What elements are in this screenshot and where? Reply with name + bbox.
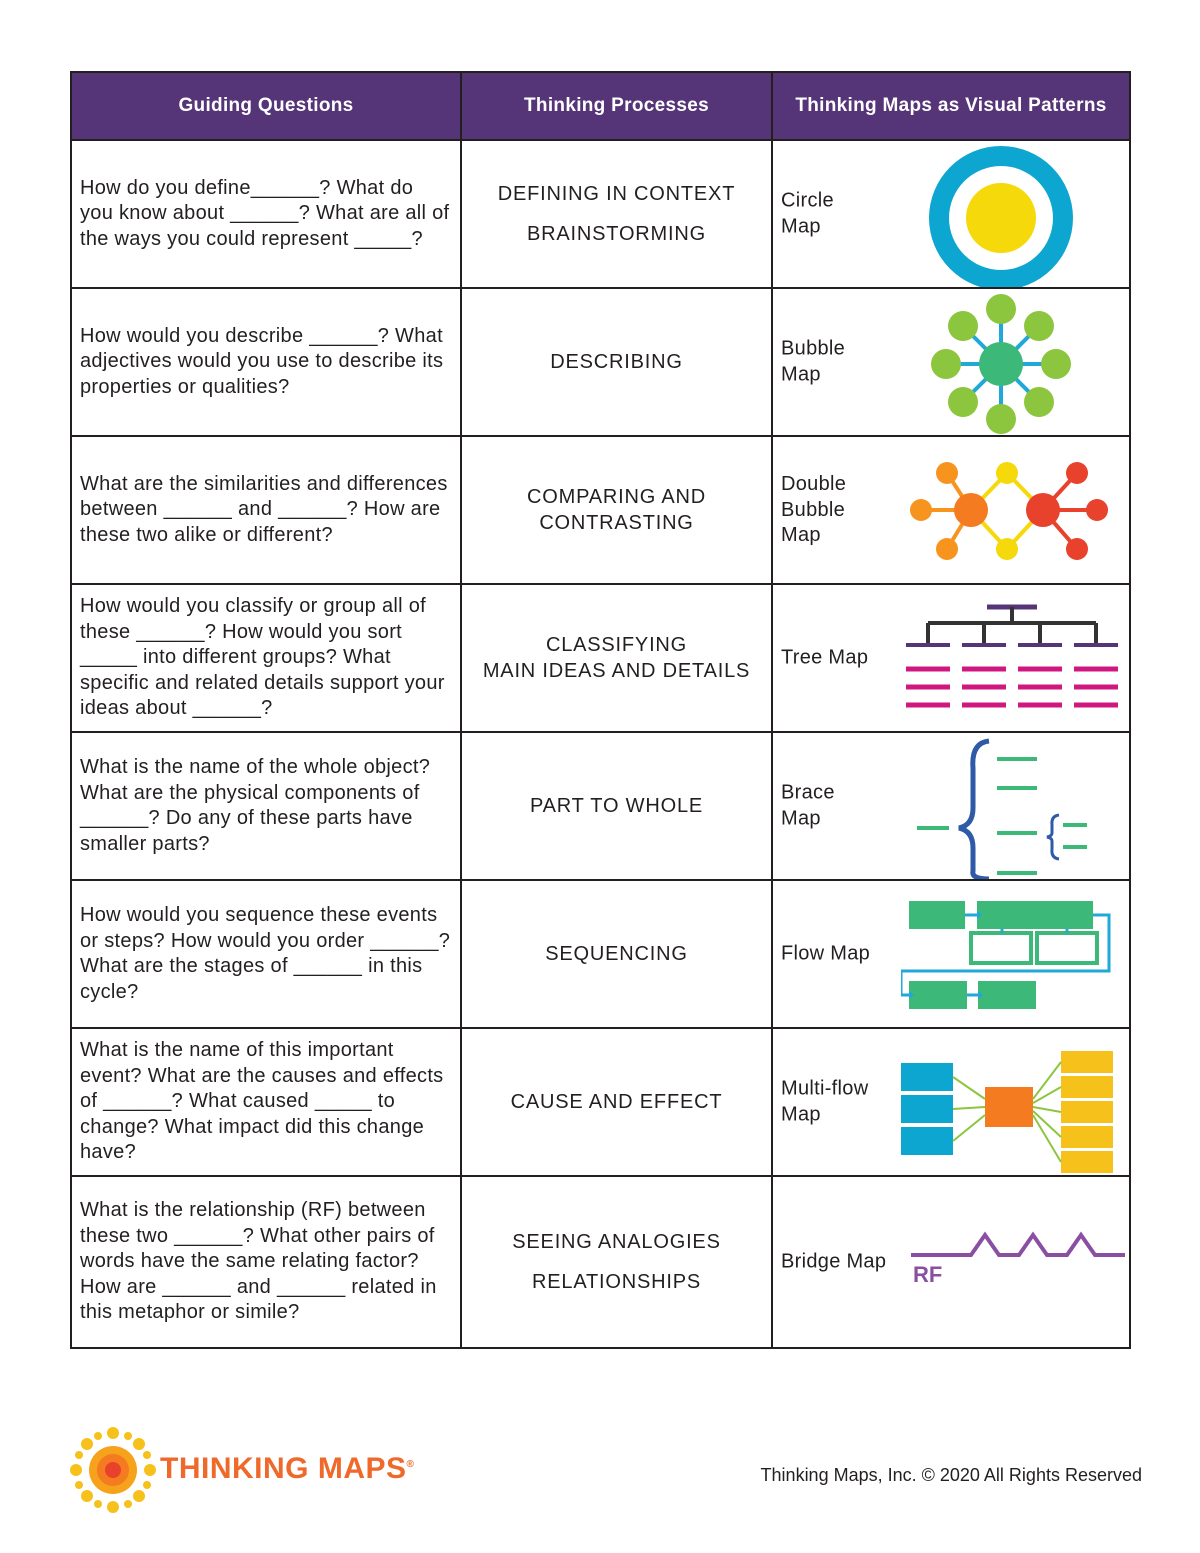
table-header-row (71, 72, 1130, 140)
process-line: MAIN IDEAS AND DETAILS (482, 660, 751, 682)
trademark-mark: ® (406, 1459, 415, 1470)
thinking-process (461, 288, 772, 436)
thinking-process (461, 880, 772, 1028)
thinking-maps-logo-icon (68, 1425, 158, 1515)
process-line: PART TO WHOLE (529, 795, 704, 817)
map-name: Brace Map (781, 781, 835, 829)
process-line: SEEING ANALOGIES (512, 1231, 721, 1253)
thinking-process (461, 1028, 772, 1176)
copyright-text: Thinking Maps, Inc. © 2020 All Rights Reserved (760, 1465, 1142, 1485)
map-cell (772, 732, 1130, 880)
map-cell (772, 1176, 1130, 1348)
bridge-map-rf-label: RF (913, 1262, 943, 1287)
double-bubble-map-icon (901, 437, 1121, 583)
bridge-map-icon (911, 1177, 1127, 1347)
table-row (71, 140, 1130, 288)
map-cell (772, 880, 1130, 1028)
process-line: CAUSE AND EFFECT (510, 1091, 723, 1113)
header-thinking-maps: Thinking Maps as Visual Patterns (772, 72, 1130, 140)
thinking-process (461, 140, 772, 288)
process-line: RELATIONSHIPS (532, 1271, 701, 1293)
table-row (71, 1176, 1130, 1348)
map-cell (772, 584, 1130, 732)
map-name: Tree Map (781, 646, 869, 669)
map-name: Bubble Map (781, 337, 846, 385)
map-name: Multi-flow Map (781, 1077, 869, 1125)
table-row (71, 880, 1130, 1028)
table-row (71, 584, 1130, 732)
thinking-process (461, 584, 772, 732)
map-cell (772, 436, 1130, 584)
map-name: Double Bubble Map (781, 472, 847, 546)
tree-map-icon (901, 585, 1121, 731)
thinking-process (461, 732, 772, 880)
map-cell (772, 1028, 1130, 1176)
process-line: CONTRASTING (539, 512, 694, 534)
guiding-question: What is the name of the whole object? What are the physical components of ______? Do any of these parts have smaller parts? (71, 732, 461, 880)
thinking-process (461, 1176, 772, 1348)
process-line: DESCRIBING (550, 351, 683, 373)
header-thinking-processes: Thinking Processes (461, 72, 772, 140)
map-cell (772, 288, 1130, 436)
guiding-question: What are the similarities and differences between ______ and ______? How are these two alike or different? (71, 436, 461, 584)
brand-wordmark (160, 1452, 414, 1486)
multi-flow-map-icon (901, 1029, 1121, 1175)
thinking-process (461, 436, 772, 584)
map-name: Flow Map (781, 942, 871, 965)
bubble-map-icon (901, 289, 1121, 435)
process-line: CLASSIFYING (545, 634, 688, 656)
flow-map-icon (901, 881, 1121, 1027)
thinking-maps-table (70, 71, 1131, 1349)
guiding-question: How would you sequence these events or steps? How would you order ______? What are the stages of ______ in this cycle? (71, 880, 461, 1028)
guiding-question: How do you define______? What do you know about ______? What are all of the ways you could represent _____? (71, 140, 461, 288)
table-row (71, 732, 1130, 880)
process-line: SEQUENCING (545, 943, 688, 965)
process-line: BRAINSTORMING (527, 223, 706, 245)
circle-map-icon (901, 141, 1121, 287)
map-name: Bridge Map (781, 1250, 887, 1273)
brace-map-icon (901, 733, 1121, 879)
guiding-question: How would you describe ______? What adjectives would you use to describe its properties or qualities? (71, 288, 461, 436)
process-line: DEFINING IN CONTEXT (497, 183, 736, 205)
table-row (71, 1028, 1130, 1176)
guiding-question: What is the relationship (RF) between these two ______? What other pairs of words have the same relating factor? How are ______ and ______ related in this metaphor or simile? (71, 1176, 461, 1348)
guiding-question: What is the name of this important event? What are the causes and effects of ______? What caused _____ to change? What impact did this change have? (71, 1028, 461, 1176)
process-line: COMPARING AND (527, 486, 706, 508)
table-row (71, 288, 1130, 436)
header-guiding-questions: Guiding Questions (71, 72, 461, 140)
map-name: Circle Map (781, 189, 834, 237)
table-row (71, 436, 1130, 584)
brand-name: THINKING MAPS (160, 1452, 407, 1485)
guiding-question: How would you classify or group all of these ______? How would you sort _____ into different groups? What specific and related details support your ideas about ______? (71, 584, 461, 732)
map-cell (772, 140, 1130, 288)
